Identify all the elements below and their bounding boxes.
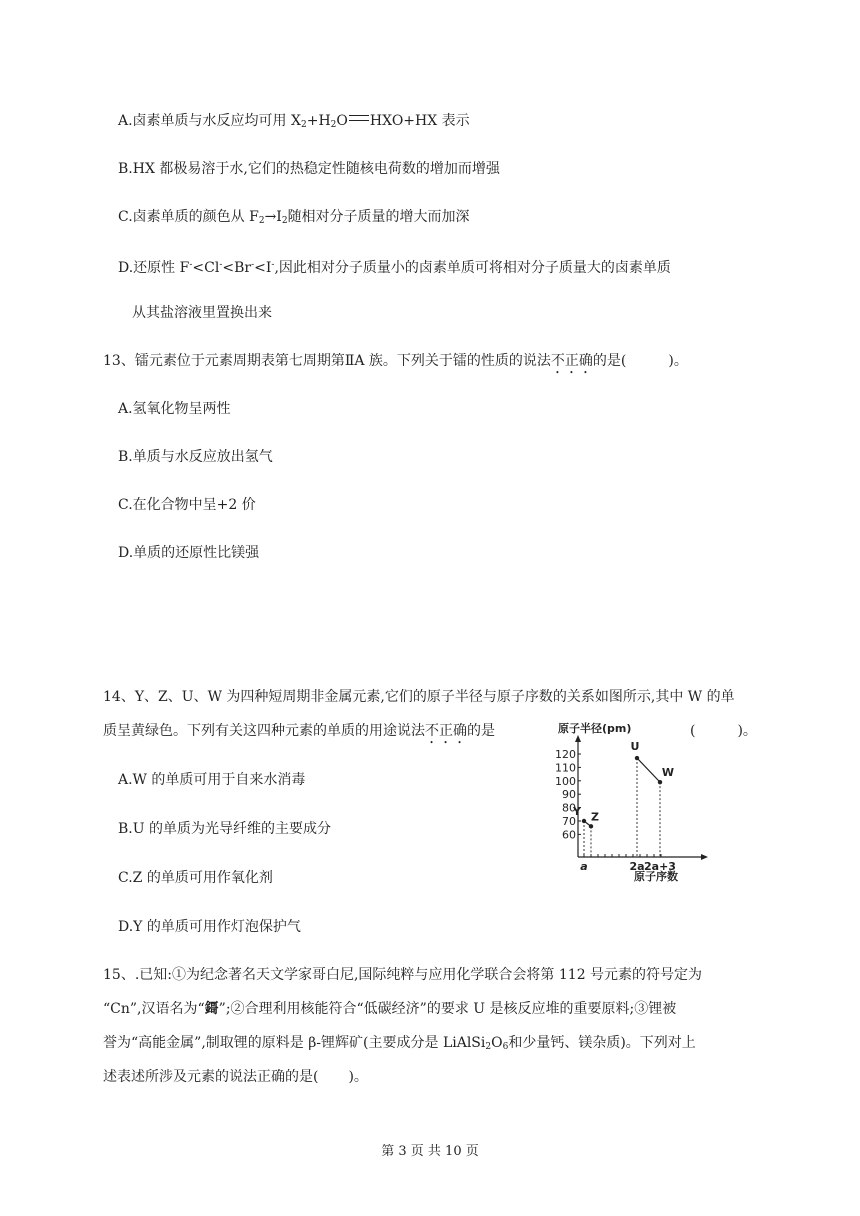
q15-line2: “Cn”,汉语名为“鎶”;②合理利用核能符合“低碳经济”的要求 U 是核反应堆的重要原料;③锂被 — [103, 1001, 677, 1017]
point-label: Z — [591, 810, 599, 824]
x-tick-label: 2a+3 — [644, 860, 676, 873]
y-tick-label: 100 — [555, 774, 576, 788]
data-point — [589, 824, 593, 828]
y-tick-label: 110 — [555, 761, 576, 775]
y-axis-label: 原子半径(pm) — [558, 722, 632, 735]
q15-line1: 15、.已知:①为纪念著名天文学家哥白尼,国际纯粹与应用化学联合会将第 112 号元素的符号定为 — [103, 967, 703, 983]
point-label: U — [630, 740, 640, 754]
q15-line3: 誉为“高能金属”,制取锂的原料是 β-锂辉矿(主要成分是 $LiAlSi_2O_6$和少量钙、镁杂质)。下列对上 — [103, 1035, 696, 1052]
q14-stem-line1: 14、Y、Z、U、W 为四种短周期非金属元素,它们的原子半径与原子序数的关系如图所示,其中 W 的单 — [103, 689, 735, 705]
q13-stem: 13、镭元素位于元素周期表第七周期第ⅡA 族。下列关于镭的性质的说法不正确的是( )。 — [103, 353, 688, 369]
q12-option-b: B.HX 都极易溶于水,它们的热稳定性随核电荷数的增加而增强 — [118, 161, 500, 177]
page-footer: 第 3 页 共 10 页 — [381, 1144, 479, 1159]
q12-option-d: D.还原性 F-<Cl-<Br-<I-,因此相对分子质量小的卤素单质可将相对分子质量大的卤素单质 — [118, 260, 671, 276]
y-tick-label: 60 — [562, 828, 576, 842]
y-tick-label: 80 — [562, 801, 576, 815]
q14-option-b: B.U 的单质为光导纤维的主要成分 — [118, 821, 331, 837]
data-point — [658, 780, 662, 784]
x-axis-label: 原子序数 — [634, 870, 678, 883]
q12-option-a: A.卤素单质与水反应均可用 $X_2+H_2O$ HXO+HX 表示 — [118, 113, 470, 130]
x-tick-label: 2a — [629, 860, 645, 873]
q12-option-d-continued: 从其盐溶液里置换出来 — [132, 305, 272, 321]
y-tick-label: 70 — [562, 815, 576, 828]
y-tick-label: 120 — [555, 748, 576, 761]
q14-option-a: A.W 的单质可用于自来水消毒 — [118, 772, 306, 788]
atomic-radius-chart — [548, 720, 708, 890]
equals-sign-icon — [349, 115, 369, 121]
data-point — [635, 756, 639, 760]
q13-option-d: D.单质的还原性比镁强 — [118, 545, 260, 561]
q15-line4: 述表述所涉及元素的说法正确的是( )。 — [103, 1069, 368, 1085]
q12-option-c: C.卤素单质的颜色从 $F_2\to I_2$随相对分子质量的增大而加深 — [118, 209, 470, 226]
point-label: Y — [573, 805, 581, 818]
u-w-connector — [637, 758, 660, 782]
data-point — [582, 819, 586, 823]
y-axis-arrow-icon — [575, 735, 581, 742]
q13-option-c: C.在化合物中呈+2 价 — [118, 497, 256, 513]
x-axis-arrow-icon — [701, 854, 708, 860]
q14-stem-line2: 质呈黄绿色。下列有关这四种元素的单质的用途说法不正确的是 — [103, 723, 495, 739]
q14-option-c: C.Z 的单质可用作氧化剂 — [118, 870, 273, 886]
y-tick-label: 90 — [562, 788, 576, 802]
q13-option-b: B.单质与水反应放出氢气 — [118, 449, 273, 465]
q14-option-d: D.Y 的单质可用作灯泡保护气 — [118, 919, 301, 935]
point-label: W — [661, 766, 675, 780]
x-tick-label: a — [580, 860, 588, 873]
q13-option-a: A.氢氧化物呈两性 — [118, 401, 231, 417]
q14-answer-paren: ( )。 — [690, 723, 757, 739]
